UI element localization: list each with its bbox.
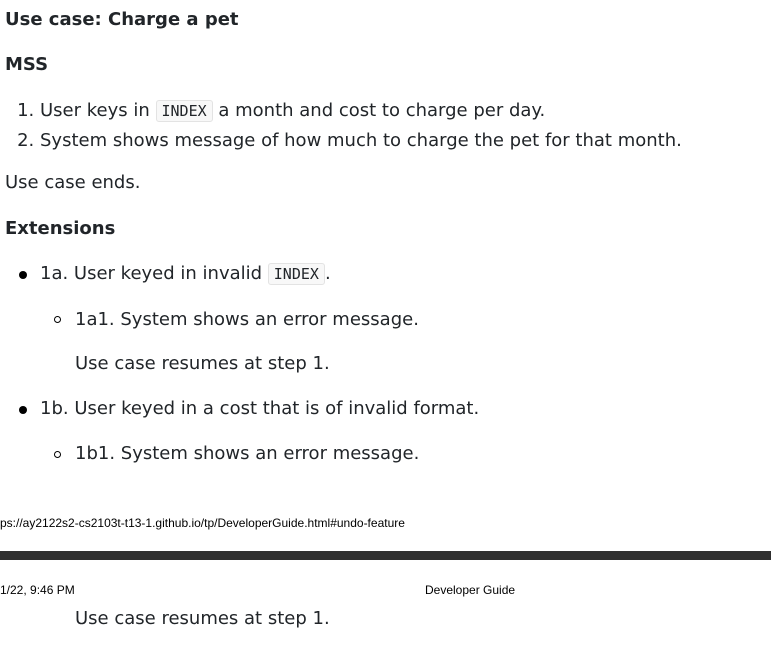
print-header-date: 1/22, 9:46 PM <box>0 583 75 597</box>
mss-step-list <box>0 96 682 155</box>
mss-step-1-text-after: a month and cost to charge per day. <box>212 100 546 121</box>
bullet-circle-icon <box>54 316 61 323</box>
mss-step-2-text: System shows message of how much to charge the pet for that month. <box>40 130 682 151</box>
extension-1a-text-before: 1a. User keyed in invalid <box>40 263 268 284</box>
print-footer-url: ps://ay2122s2-cs2103t-t13-1.github.io/tp/DeveloperGuide.html#undo-feature <box>0 516 405 530</box>
mss-step-1-text-before: User keys in <box>40 100 156 121</box>
extension-1a-resume: Use case resumes at step 1. <box>75 353 330 374</box>
use-case-ends-text: Use case ends. <box>5 172 141 193</box>
mss-step-1 <box>40 96 682 126</box>
extension-1b-resume: Use case resumes at step 1. <box>75 608 330 629</box>
page-break-separator <box>0 551 771 560</box>
extension-1b1: 1b1. System shows an error message. <box>75 443 420 464</box>
index-code: INDEX <box>156 100 213 122</box>
extension-1a-text-after: . <box>324 263 331 284</box>
index-code: INDEX <box>268 263 325 285</box>
extension-1a1: 1a1. System shows an error message. <box>75 309 419 330</box>
printed-page-bottom <box>0 560 771 647</box>
extensions-heading: Extensions <box>5 218 116 239</box>
bullet-circle-icon <box>54 451 61 458</box>
bullet-disc-icon <box>19 271 27 279</box>
use-case-heading: Use case: Charge a pet <box>5 9 239 30</box>
print-header-title: Developer Guide <box>425 583 516 597</box>
mss-heading: MSS <box>5 54 49 75</box>
extension-1b: 1b. User keyed in a cost that is of invalid format. <box>40 398 480 419</box>
extension-1a <box>40 262 331 286</box>
mss-step-2 <box>40 126 682 155</box>
bullet-disc-icon <box>19 406 27 414</box>
